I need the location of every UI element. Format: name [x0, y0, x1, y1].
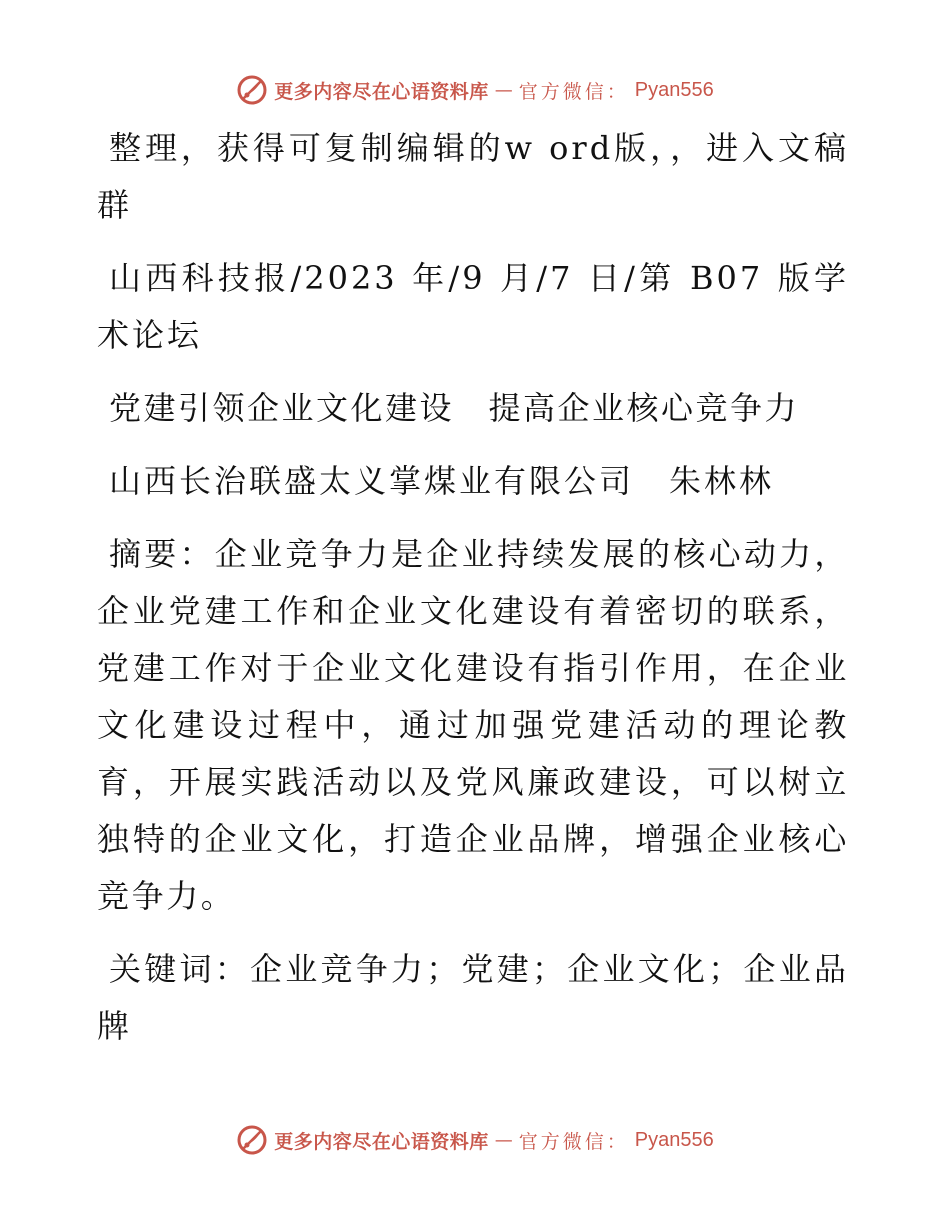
source-line: 山西科技报/2023 年/9 月/7 日/第 B07 版学术论坛	[97, 259, 849, 354]
banner-wechat-label: 官方微信：	[518, 1130, 629, 1153]
author-line: 山西长治联盛太义掌煤业有限公司 朱林林	[109, 462, 775, 500]
banner-wechat-label: 官方微信：	[518, 80, 629, 103]
document-body	[97, 120, 849, 1071]
banner-wechat-id: Pyan556	[634, 78, 714, 101]
footer-banner	[0, 1120, 950, 1160]
header-banner	[0, 70, 950, 110]
quill-circle-icon	[236, 1124, 268, 1156]
banner-wechat-id: Pyan556	[634, 1128, 714, 1151]
intro-paragraph: 整理，获得可复制编辑的w ord版，，进入文稿群	[97, 129, 849, 224]
banner-title: 更多内容尽在心语资料库	[274, 1130, 489, 1153]
banner-separator: —	[494, 1129, 513, 1151]
abstract-paragraph: 摘要：企业竞争力是企业持续发展的核心动力，企业党建工作和企业文化建设有着密切的联系，党建工作对于企业文化建设有指引作用，在企业文化建设过程中，通过加强党建活动的理论教育，开展实践活动以及党风廉政建设，可以树立独特的企业文化，打造企业品牌，增强企业核心竞争力。	[97, 535, 849, 915]
banner-separator: —	[494, 79, 513, 101]
quill-circle-icon	[236, 74, 268, 106]
article-title: 党建引领企业文化建设 提高企业核心竞争力	[109, 389, 800, 427]
keywords-paragraph: 关键词：企业竞争力；党建；企业文化；企业品牌	[97, 950, 849, 1045]
banner-title: 更多内容尽在心语资料库	[274, 80, 489, 103]
